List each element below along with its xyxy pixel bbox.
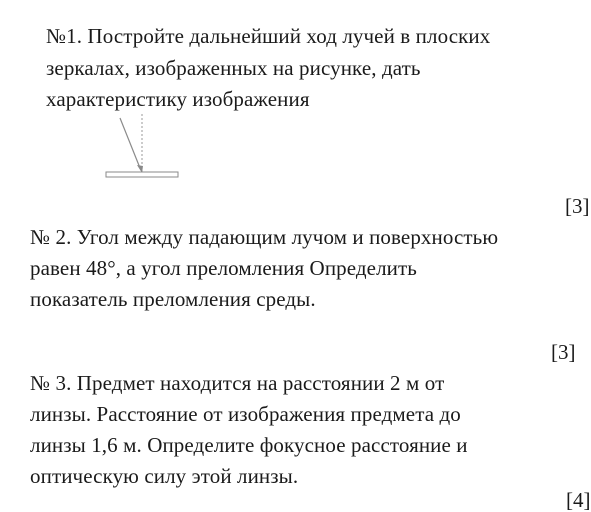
task2-line-2: равен 48°, а угол преломления Определить: [30, 256, 417, 280]
task2-line-1: № 2. Угол между падающим лучом и поверхностью: [30, 225, 499, 249]
task3-score: [4]: [566, 488, 591, 512]
task1-score: [3]: [565, 194, 590, 218]
task3-line-3: линзы 1,6 м. Определите фокусное расстояние и: [30, 433, 468, 457]
plane-mirror: [106, 172, 178, 177]
task1-line-3: характеристику изображения: [46, 87, 310, 111]
task1-line-2: зеркалах, изображенных на рисунке, дать: [46, 56, 421, 80]
task3-line-2: линзы. Расстояние от изображения предмета до: [30, 402, 461, 426]
task3-line-4: оптическую силу этой линзы.: [30, 464, 299, 488]
task2-line-3: показатель преломления среды.: [30, 287, 316, 311]
incident-ray: [120, 118, 140, 168]
task1-line-1: №1. Постройте дальнейший ход лучей в плоских: [46, 24, 491, 48]
mirror-diagram: [100, 112, 190, 184]
task3-line-1: № 3. Предмет находится на расстоянии 2 м от: [30, 371, 445, 395]
task2-score: [3]: [551, 340, 576, 364]
